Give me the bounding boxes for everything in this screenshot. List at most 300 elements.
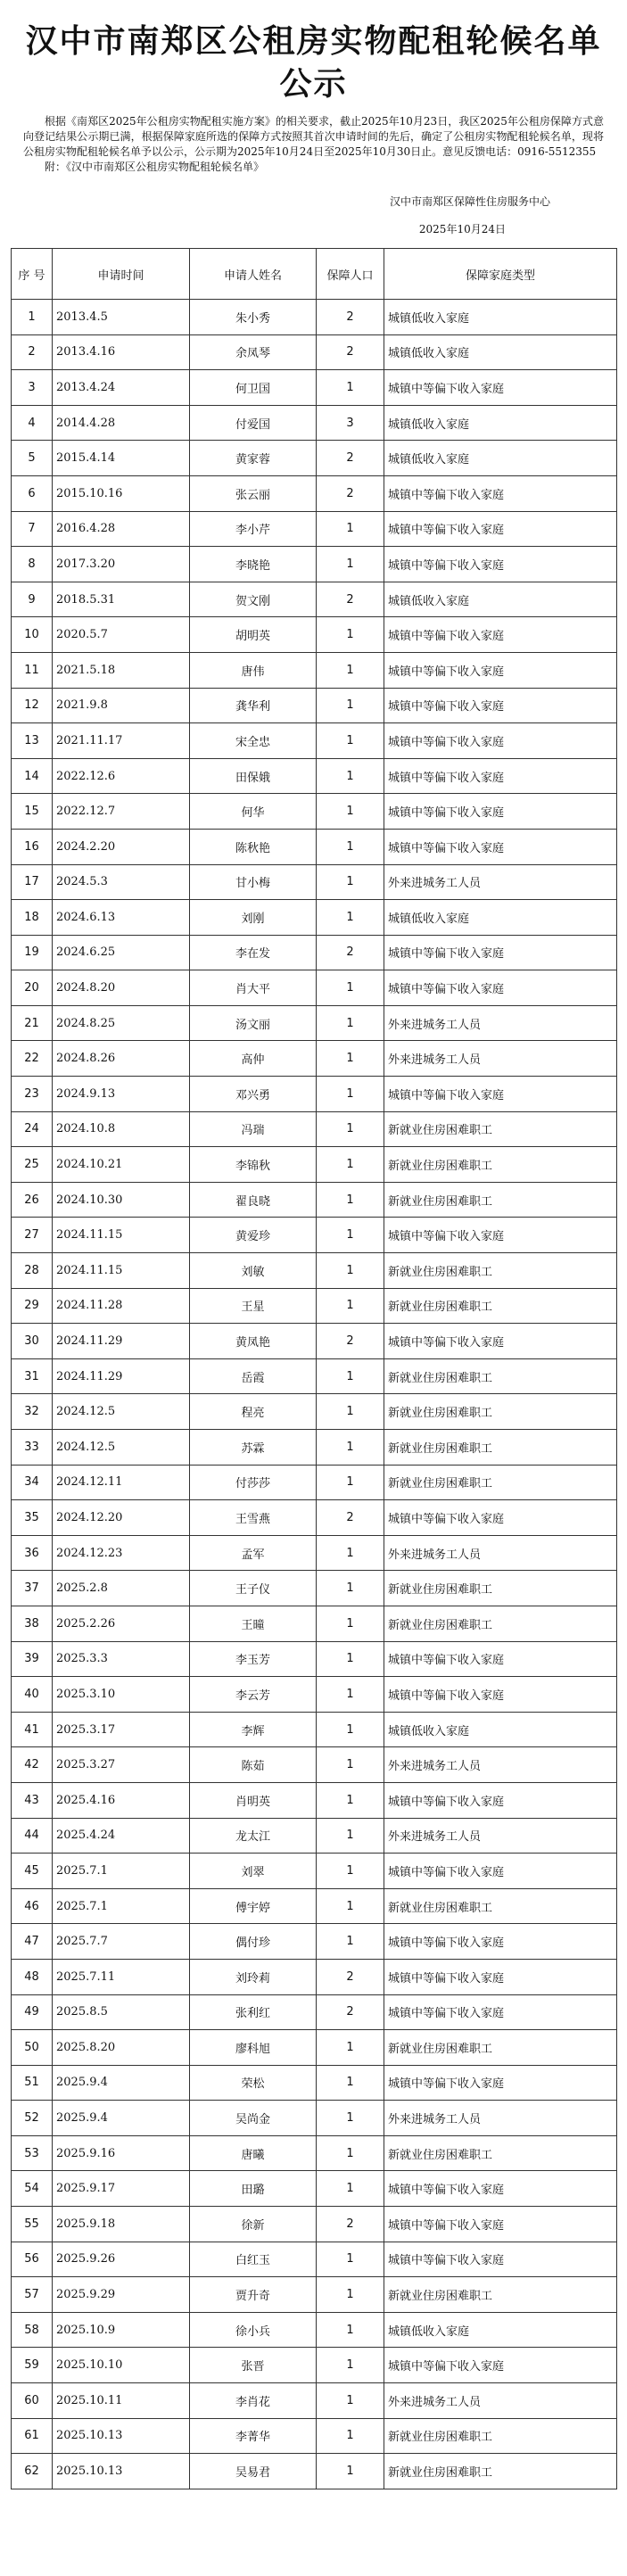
- cell-household-size: 1: [317, 1077, 384, 1112]
- cell-household-type: 新就业住房困难职工: [384, 2277, 617, 2313]
- cell-household-size: 1: [317, 547, 384, 582]
- cell-household-size: 1: [317, 2171, 384, 2207]
- cell-household-size: 1: [317, 1147, 384, 1183]
- cell-applicant-name: 汤文丽: [190, 1005, 317, 1041]
- cell-application-time: 2024.11.15: [53, 1218, 190, 1253]
- cell-serial-number: 7: [12, 511, 53, 547]
- cell-applicant-name: 荣松: [190, 2065, 317, 2101]
- cell-household-type: 城镇中等偏下收入家庭: [384, 1641, 617, 1677]
- cell-household-size: 1: [317, 1218, 384, 1253]
- cell-household-type: 城镇低收入家庭: [384, 405, 617, 441]
- header-application-time: 申请时间: [53, 249, 190, 300]
- table-header-row: [12, 249, 617, 300]
- cell-serial-number: 12: [12, 688, 53, 723]
- cell-application-time: 2024.10.30: [53, 1182, 190, 1218]
- cell-applicant-name: 刘敏: [190, 1253, 317, 1289]
- cell-application-time: 2025.9.17: [53, 2171, 190, 2207]
- cell-household-size: 1: [317, 864, 384, 900]
- cell-household-type: 新就业住房困难职工: [384, 1571, 617, 1606]
- cell-household-size: 1: [317, 1111, 384, 1147]
- cell-household-type: 城镇低收入家庭: [384, 334, 617, 370]
- cell-serial-number: 51: [12, 2065, 53, 2101]
- cell-household-type: 新就业住房困难职工: [384, 1111, 617, 1147]
- cell-household-type: 新就业住房困难职工: [384, 1606, 617, 1641]
- cell-applicant-name: 李肖花: [190, 2383, 317, 2419]
- cell-applicant-name: 吴尚金: [190, 2101, 317, 2136]
- table-row: [12, 1324, 617, 1359]
- cell-serial-number: 50: [12, 2030, 53, 2066]
- cell-household-type: 城镇低收入家庭: [384, 2312, 617, 2348]
- table-row: [12, 1747, 617, 1783]
- cell-household-type: 外来进城务工人员: [384, 864, 617, 900]
- cell-household-type: 新就业住房困难职工: [384, 1182, 617, 1218]
- cell-household-type: 城镇中等偏下收入家庭: [384, 1959, 617, 1994]
- cell-household-type: 新就业住房困难职工: [384, 1394, 617, 1430]
- cell-serial-number: 54: [12, 2171, 53, 2207]
- cell-serial-number: 29: [12, 1288, 53, 1324]
- cell-serial-number: 38: [12, 1606, 53, 1641]
- cell-application-time: 2017.3.20: [53, 547, 190, 582]
- cell-household-type: 新就业住房困难职工: [384, 1888, 617, 1924]
- cell-application-time: 2025.7.11: [53, 1959, 190, 1994]
- cell-applicant-name: 翟良晓: [190, 1182, 317, 1218]
- cell-household-size: 1: [317, 2348, 384, 2383]
- cell-household-size: 1: [317, 1005, 384, 1041]
- table-row: [12, 970, 617, 1006]
- cell-household-size: 2: [317, 1324, 384, 1359]
- table-row: [12, 2207, 617, 2242]
- cell-household-type: 城镇低收入家庭: [384, 300, 617, 335]
- cell-household-type: 新就业住房困难职工: [384, 1465, 617, 1500]
- table-body: [12, 300, 617, 2489]
- cell-household-size: 1: [317, 1854, 384, 1889]
- cell-household-size: 2: [317, 582, 384, 617]
- cell-household-type: 城镇中等偏下收入家庭: [384, 970, 617, 1006]
- cell-household-size: 1: [317, 1924, 384, 1960]
- cell-application-time: 2024.12.11: [53, 1465, 190, 1500]
- cell-applicant-name: 刘玲莉: [190, 1959, 317, 1994]
- cell-applicant-name: 何华: [190, 794, 317, 830]
- cell-application-time: 2016.4.28: [53, 511, 190, 547]
- cell-serial-number: 32: [12, 1394, 53, 1430]
- cell-household-size: 1: [317, 2383, 384, 2419]
- table-row: [12, 370, 617, 406]
- cell-serial-number: 34: [12, 1465, 53, 1500]
- cell-application-time: 2025.9.26: [53, 2242, 190, 2277]
- cell-serial-number: 46: [12, 1888, 53, 1924]
- cell-serial-number: 25: [12, 1147, 53, 1183]
- cell-applicant-name: 邓兴勇: [190, 1077, 317, 1112]
- cell-application-time: 2025.4.24: [53, 1818, 190, 1854]
- cell-applicant-name: 张云丽: [190, 475, 317, 511]
- cell-application-time: 2025.9.16: [53, 2135, 190, 2171]
- table-row: [12, 405, 617, 441]
- cell-applicant-name: 龚华利: [190, 688, 317, 723]
- table-row: [12, 688, 617, 723]
- table-row: [12, 2277, 617, 2313]
- cell-application-time: 2021.9.8: [53, 688, 190, 723]
- cell-household-size: 1: [317, 617, 384, 653]
- cell-application-time: 2025.8.5: [53, 1994, 190, 2030]
- cell-household-size: 1: [317, 2312, 384, 2348]
- document-title: 汉中市南郑区公租房实物配租轮候名单公示: [25, 22, 602, 103]
- cell-application-time: 2025.7.1: [53, 1854, 190, 1889]
- cell-serial-number: 53: [12, 2135, 53, 2171]
- cell-serial-number: 55: [12, 2207, 53, 2242]
- cell-applicant-name: 李云芳: [190, 1677, 317, 1713]
- cell-household-size: 1: [317, 1712, 384, 1747]
- cell-household-size: 1: [317, 2135, 384, 2171]
- cell-applicant-name: 陈秋艳: [190, 829, 317, 864]
- cell-household-size: 1: [317, 758, 384, 794]
- table-row: [12, 1253, 617, 1289]
- table-row: [12, 1394, 617, 1430]
- cell-application-time: 2025.10.13: [53, 2418, 190, 2454]
- cell-applicant-name: 李锦秋: [190, 1147, 317, 1183]
- cell-application-time: 2025.10.11: [53, 2383, 190, 2419]
- cell-household-type: 新就业住房困难职工: [384, 1253, 617, 1289]
- cell-household-size: 1: [317, 1782, 384, 1818]
- cell-household-type: 外来进城务工人员: [384, 1818, 617, 1854]
- cell-household-size: 1: [317, 2418, 384, 2454]
- cell-applicant-name: 唐伟: [190, 652, 317, 688]
- cell-application-time: 2025.4.16: [53, 1782, 190, 1818]
- table-row: [12, 1041, 617, 1077]
- cell-applicant-name: 李在发: [190, 935, 317, 970]
- cell-application-time: 2024.11.29: [53, 1358, 190, 1394]
- cell-household-size: 1: [317, 723, 384, 759]
- cell-applicant-name: 白红玉: [190, 2242, 317, 2277]
- cell-application-time: 2020.5.7: [53, 617, 190, 653]
- cell-application-time: 2013.4.24: [53, 370, 190, 406]
- cell-application-time: 2024.11.29: [53, 1324, 190, 1359]
- table-row: [12, 758, 617, 794]
- cell-applicant-name: 王曈: [190, 1606, 317, 1641]
- table-row: [12, 2242, 617, 2277]
- cell-application-time: 2015.10.16: [53, 475, 190, 511]
- cell-household-type: 城镇中等偏下收入家庭: [384, 2348, 617, 2383]
- cell-serial-number: 1: [12, 300, 53, 335]
- cell-application-time: 2024.12.20: [53, 1500, 190, 1536]
- cell-applicant-name: 冯瑞: [190, 1111, 317, 1147]
- cell-serial-number: 48: [12, 1959, 53, 1994]
- cell-household-size: 1: [317, 2454, 384, 2489]
- cell-household-type: 城镇低收入家庭: [384, 441, 617, 476]
- cell-application-time: 2013.4.5: [53, 300, 190, 335]
- table-row: [12, 1677, 617, 1713]
- cell-household-type: 城镇中等偏下收入家庭: [384, 935, 617, 970]
- cell-serial-number: 47: [12, 1924, 53, 1960]
- cell-household-size: 1: [317, 688, 384, 723]
- cell-application-time: 2025.7.7: [53, 1924, 190, 1960]
- cell-household-type: 城镇中等偏下收入家庭: [384, 794, 617, 830]
- issuing-organization: 汉中市南郑区保障性住房服务中心: [389, 195, 550, 208]
- cell-applicant-name: 徐小兵: [190, 2312, 317, 2348]
- table-row: [12, 1465, 617, 1500]
- table-row: [12, 547, 617, 582]
- cell-serial-number: 10: [12, 617, 53, 653]
- cell-household-type: 新就业住房困难职工: [384, 2418, 617, 2454]
- cell-applicant-name: 王星: [190, 1288, 317, 1324]
- cell-serial-number: 15: [12, 794, 53, 830]
- table-row: [12, 1888, 617, 1924]
- cell-serial-number: 39: [12, 1641, 53, 1677]
- cell-applicant-name: 李晓艳: [190, 547, 317, 582]
- cell-applicant-name: 廖科旭: [190, 2030, 317, 2066]
- cell-applicant-name: 李小芹: [190, 511, 317, 547]
- header-serial-number: 序 号: [12, 249, 53, 300]
- cell-household-size: 1: [317, 1571, 384, 1606]
- cell-household-type: 新就业住房困难职工: [384, 2454, 617, 2489]
- table-row: [12, 475, 617, 511]
- cell-serial-number: 57: [12, 2277, 53, 2313]
- cell-applicant-name: 宋全忠: [190, 723, 317, 759]
- cell-household-type: 城镇中等偏下收入家庭: [384, 1077, 617, 1112]
- cell-household-size: 1: [317, 1358, 384, 1394]
- table-row: [12, 1288, 617, 1324]
- cell-household-type: 城镇中等偏下收入家庭: [384, 723, 617, 759]
- cell-applicant-name: 李辉: [190, 1712, 317, 1747]
- table-row: [12, 1924, 617, 1960]
- cell-application-time: 2025.9.18: [53, 2207, 190, 2242]
- cell-application-time: 2025.2.26: [53, 1606, 190, 1641]
- cell-household-size: 2: [317, 2207, 384, 2242]
- cell-application-time: 2025.9.4: [53, 2065, 190, 2101]
- header-applicant-name: 申请人姓名: [190, 249, 317, 300]
- cell-household-type: 外来进城务工人员: [384, 1747, 617, 1783]
- cell-household-type: 城镇中等偏下收入家庭: [384, 2242, 617, 2277]
- cell-household-type: 城镇中等偏下收入家庭: [384, 758, 617, 794]
- cell-serial-number: 56: [12, 2242, 53, 2277]
- table-row: [12, 1147, 617, 1183]
- cell-serial-number: 19: [12, 935, 53, 970]
- cell-household-size: 1: [317, 2242, 384, 2277]
- cell-application-time: 2024.6.13: [53, 900, 190, 936]
- cell-serial-number: 42: [12, 1747, 53, 1783]
- table-row: [12, 1182, 617, 1218]
- cell-application-time: 2021.5.18: [53, 652, 190, 688]
- cell-serial-number: 20: [12, 970, 53, 1006]
- issue-date: 2025年10月24日: [418, 223, 506, 235]
- cell-applicant-name: 肖明英: [190, 1782, 317, 1818]
- cell-application-time: 2025.10.13: [53, 2454, 190, 2489]
- cell-household-type: 城镇低收入家庭: [384, 582, 617, 617]
- cell-household-size: 1: [317, 829, 384, 864]
- cell-applicant-name: 付爱国: [190, 405, 317, 441]
- cell-application-time: 2024.9.13: [53, 1077, 190, 1112]
- cell-household-size: 1: [317, 1430, 384, 1466]
- cell-household-size: 1: [317, 370, 384, 406]
- cell-serial-number: 62: [12, 2454, 53, 2489]
- cell-household-size: 1: [317, 2065, 384, 2101]
- cell-serial-number: 21: [12, 1005, 53, 1041]
- cell-serial-number: 33: [12, 1430, 53, 1466]
- table-row: [12, 935, 617, 970]
- cell-applicant-name: 贾升奇: [190, 2277, 317, 2313]
- cell-applicant-name: 何卫国: [190, 370, 317, 406]
- cell-household-type: 城镇中等偏下收入家庭: [384, 1500, 617, 1536]
- cell-household-type: 外来进城务工人员: [384, 1041, 617, 1077]
- cell-household-type: 城镇低收入家庭: [384, 1712, 617, 1747]
- cell-serial-number: 59: [12, 2348, 53, 2383]
- cell-household-size: 2: [317, 475, 384, 511]
- cell-household-type: 城镇中等偏下收入家庭: [384, 1854, 617, 1889]
- table-row: [12, 794, 617, 830]
- cell-serial-number: 5: [12, 441, 53, 476]
- cell-household-type: 城镇中等偏下收入家庭: [384, 1924, 617, 1960]
- table-row: [12, 2454, 617, 2489]
- cell-application-time: 2024.11.28: [53, 1288, 190, 1324]
- cell-applicant-name: 黄凤艳: [190, 1324, 317, 1359]
- table-row: [12, 2418, 617, 2454]
- cell-applicant-name: 程亮: [190, 1394, 317, 1430]
- table-row: [12, 1606, 617, 1641]
- cell-application-time: 2024.12.23: [53, 1535, 190, 1571]
- cell-household-size: 1: [317, 1818, 384, 1854]
- cell-serial-number: 4: [12, 405, 53, 441]
- cell-serial-number: 49: [12, 1994, 53, 2030]
- cell-application-time: 2025.10.9: [53, 2312, 190, 2348]
- cell-application-time: 2024.10.21: [53, 1147, 190, 1183]
- cell-household-type: 城镇中等偏下收入家庭: [384, 511, 617, 547]
- cell-household-size: 1: [317, 1288, 384, 1324]
- cell-household-type: 城镇中等偏下收入家庭: [384, 688, 617, 723]
- cell-serial-number: 18: [12, 900, 53, 936]
- cell-applicant-name: 贺文刚: [190, 582, 317, 617]
- cell-household-size: 1: [317, 1535, 384, 1571]
- cell-serial-number: 28: [12, 1253, 53, 1289]
- cell-serial-number: 45: [12, 1854, 53, 1889]
- table-row: [12, 1005, 617, 1041]
- cell-applicant-name: 余凤琴: [190, 334, 317, 370]
- table-row: [12, 617, 617, 653]
- cell-household-type: 外来进城务工人员: [384, 1005, 617, 1041]
- cell-application-time: 2025.10.10: [53, 2348, 190, 2383]
- cell-household-type: 城镇中等偏下收入家庭: [384, 1324, 617, 1359]
- cell-applicant-name: 徐新: [190, 2207, 317, 2242]
- cell-household-size: 1: [317, 1606, 384, 1641]
- cell-serial-number: 60: [12, 2383, 53, 2419]
- cell-household-type: 新就业住房困难职工: [384, 1430, 617, 1466]
- table-row: [12, 829, 617, 864]
- cell-serial-number: 8: [12, 547, 53, 582]
- cell-application-time: 2024.11.15: [53, 1253, 190, 1289]
- cell-household-size: 1: [317, 2101, 384, 2136]
- cell-serial-number: 13: [12, 723, 53, 759]
- cell-applicant-name: 朱小秀: [190, 300, 317, 335]
- cell-household-type: 城镇中等偏下收入家庭: [384, 652, 617, 688]
- cell-applicant-name: 李菁华: [190, 2418, 317, 2454]
- attachment-line: 附：《汉中市南郑区公租房实物配租轮候名单》: [45, 161, 265, 173]
- cell-household-size: 1: [317, 1041, 384, 1077]
- table-row: [12, 1077, 617, 1112]
- cell-household-size: 1: [317, 511, 384, 547]
- cell-applicant-name: 偶付珍: [190, 1924, 317, 1960]
- table-row: [12, 723, 617, 759]
- cell-household-size: 1: [317, 900, 384, 936]
- cell-household-size: 1: [317, 970, 384, 1006]
- table-row: [12, 334, 617, 370]
- cell-applicant-name: 苏霖: [190, 1430, 317, 1466]
- cell-applicant-name: 胡明英: [190, 617, 317, 653]
- cell-applicant-name: 孟军: [190, 1535, 317, 1571]
- cell-household-size: 1: [317, 1888, 384, 1924]
- cell-household-type: 城镇中等偏下收入家庭: [384, 2065, 617, 2101]
- table-row: [12, 2171, 617, 2207]
- cell-serial-number: 22: [12, 1041, 53, 1077]
- cell-application-time: 2025.2.8: [53, 1571, 190, 1606]
- cell-household-type: 城镇中等偏下收入家庭: [384, 2207, 617, 2242]
- cell-household-type: 城镇中等偏下收入家庭: [384, 475, 617, 511]
- cell-household-type: 城镇中等偏下收入家庭: [384, 829, 617, 864]
- cell-serial-number: 26: [12, 1182, 53, 1218]
- cell-application-time: 2022.12.7: [53, 794, 190, 830]
- cell-serial-number: 14: [12, 758, 53, 794]
- cell-household-type: 城镇低收入家庭: [384, 900, 617, 936]
- table-row: [12, 1358, 617, 1394]
- cell-application-time: 2025.3.10: [53, 1677, 190, 1713]
- cell-applicant-name: 张晋: [190, 2348, 317, 2383]
- cell-applicant-name: 岳霞: [190, 1358, 317, 1394]
- cell-serial-number: 30: [12, 1324, 53, 1359]
- cell-serial-number: 36: [12, 1535, 53, 1571]
- cell-household-size: 1: [317, 1394, 384, 1430]
- cell-application-time: 2024.12.5: [53, 1430, 190, 1466]
- cell-household-size: 1: [317, 1677, 384, 1713]
- notice-paragraph: 根据《南郑区2025年公租房实物配租实施方案》的相关要求，截止2025年10月23日，我区2025年公租房保障方式意向登记结果公示期已满，根据保障家庭所选的保障方式按照其首次申请时间的先后，确定了公租房实物配租轮候名单，现将公租房实物配租轮候名单予以公示，公示期为2025年10月24日至2025年10月30日止。意见反馈电话：0916-5512355: [23, 115, 604, 158]
- cell-serial-number: 52: [12, 2101, 53, 2136]
- cell-household-size: 1: [317, 1182, 384, 1218]
- cell-serial-number: 58: [12, 2312, 53, 2348]
- cell-application-time: 2024.8.26: [53, 1041, 190, 1077]
- cell-household-size: 1: [317, 1641, 384, 1677]
- cell-applicant-name: 张利红: [190, 1994, 317, 2030]
- table-row: [12, 652, 617, 688]
- cell-household-type: 城镇中等偏下收入家庭: [384, 2171, 617, 2207]
- cell-household-type: 新就业住房困难职工: [384, 1288, 617, 1324]
- cell-applicant-name: 田璐: [190, 2171, 317, 2207]
- cell-application-time: 2022.12.6: [53, 758, 190, 794]
- cell-applicant-name: 唐曦: [190, 2135, 317, 2171]
- cell-household-size: 1: [317, 1465, 384, 1500]
- table-row: [12, 1571, 617, 1606]
- cell-applicant-name: 刘翠: [190, 1854, 317, 1889]
- cell-household-type: 新就业住房困难职工: [384, 2030, 617, 2066]
- table-row: [12, 511, 617, 547]
- table-row: [12, 2383, 617, 2419]
- cell-serial-number: 35: [12, 1500, 53, 1536]
- cell-serial-number: 11: [12, 652, 53, 688]
- cell-household-size: 1: [317, 652, 384, 688]
- table-row: [12, 1641, 617, 1677]
- cell-household-size: 1: [317, 2030, 384, 2066]
- cell-application-time: 2025.9.4: [53, 2101, 190, 2136]
- cell-household-type: 城镇中等偏下收入家庭: [384, 370, 617, 406]
- cell-serial-number: 2: [12, 334, 53, 370]
- cell-serial-number: 40: [12, 1677, 53, 1713]
- table-row: [12, 2065, 617, 2101]
- cell-serial-number: 41: [12, 1712, 53, 1747]
- table-row: [12, 2135, 617, 2171]
- cell-serial-number: 6: [12, 475, 53, 511]
- table-row: [12, 900, 617, 936]
- cell-application-time: 2024.2.20: [53, 829, 190, 864]
- table-row: [12, 1535, 617, 1571]
- table-row: [12, 1854, 617, 1889]
- cell-household-type: 城镇中等偏下收入家庭: [384, 1677, 617, 1713]
- table-row: [12, 1218, 617, 1253]
- table-row: [12, 1111, 617, 1147]
